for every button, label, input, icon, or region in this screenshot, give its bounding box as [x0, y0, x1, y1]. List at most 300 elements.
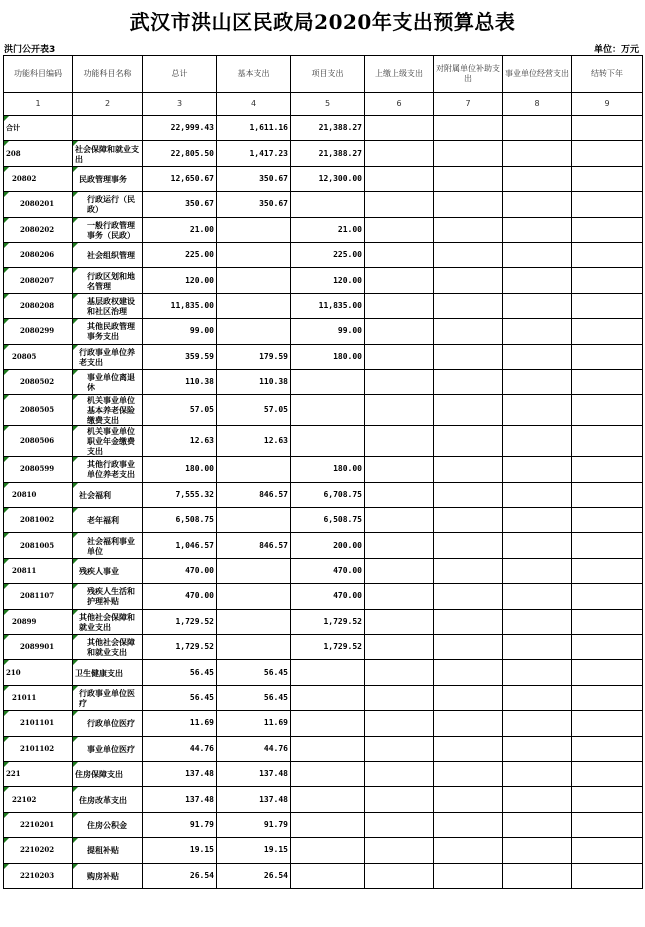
carry-forward-cell — [572, 812, 643, 837]
business-expense-cell — [503, 482, 572, 507]
total-cell: 44.76 — [143, 736, 217, 761]
subsidiary-subsidy-cell — [434, 863, 503, 888]
function-code-cell: 2080505 — [4, 395, 73, 426]
business-expense-cell — [503, 395, 572, 426]
table-row — [4, 558, 643, 583]
carry-forward-cell — [572, 685, 643, 710]
upper-remit-cell — [365, 141, 434, 166]
function-code-cell: 2081107 — [4, 584, 73, 609]
table-row — [4, 319, 643, 344]
business-expense-cell — [503, 319, 572, 344]
basic-expense-cell: 57.05 — [217, 395, 291, 426]
function-name-cell: 机关事业单位职业年金缴费支出 — [73, 426, 143, 457]
index-cell: 1 — [4, 93, 73, 116]
function-code-cell: 合计 — [4, 116, 73, 141]
table-row — [4, 268, 643, 293]
carry-forward-cell — [572, 635, 643, 660]
function-code-cell: 2080207 — [4, 268, 73, 293]
project-expense-cell: 6,508.75 — [291, 508, 365, 533]
upper-remit-cell — [365, 166, 434, 191]
carry-forward-cell — [572, 533, 643, 558]
carry-forward-cell — [572, 660, 643, 685]
subsidiary-subsidy-cell — [434, 508, 503, 533]
header-cell: 功能科目编码 — [4, 56, 73, 93]
business-expense-cell — [503, 685, 572, 710]
subsidiary-subsidy-cell — [434, 395, 503, 426]
basic-expense-cell: 44.76 — [217, 736, 291, 761]
table-row — [4, 192, 643, 217]
function-name-cell: 住房改革支出 — [73, 787, 143, 812]
upper-remit-cell — [365, 609, 434, 634]
upper-remit-cell — [365, 787, 434, 812]
subsidiary-subsidy-cell — [434, 761, 503, 786]
project-expense-cell — [291, 761, 365, 786]
project-expense-cell: 11,835.00 — [291, 293, 365, 318]
table-row — [4, 685, 643, 710]
index-cell: 8 — [503, 93, 572, 116]
function-name-cell: 卫生健康支出 — [73, 660, 143, 685]
subsidiary-subsidy-cell — [434, 217, 503, 242]
basic-expense-cell: 56.45 — [217, 685, 291, 710]
table-row — [4, 584, 643, 609]
function-code-cell: 2080202 — [4, 217, 73, 242]
total-cell: 1,729.52 — [143, 635, 217, 660]
upper-remit-cell — [365, 242, 434, 267]
header-row — [4, 56, 643, 93]
business-expense-cell — [503, 426, 572, 457]
total-cell: 57.05 — [143, 395, 217, 426]
table-row — [4, 166, 643, 191]
function-code-cell: 2210203 — [4, 863, 73, 888]
business-expense-cell — [503, 838, 572, 863]
project-expense-cell: 200.00 — [291, 533, 365, 558]
business-expense-cell — [503, 660, 572, 685]
basic-expense-cell: 1,417.23 — [217, 141, 291, 166]
function-code-cell: 2081005 — [4, 533, 73, 558]
business-expense-cell — [503, 268, 572, 293]
carry-forward-cell — [572, 268, 643, 293]
project-expense-cell — [291, 192, 365, 217]
function-name-cell: 其他社会保障和就业支出 — [73, 635, 143, 660]
budget-table — [3, 55, 643, 889]
function-name-cell: 行政区划和地名管理 — [73, 268, 143, 293]
function-name-cell: 其他民政管理事务支出 — [73, 319, 143, 344]
table-row — [4, 116, 643, 141]
function-code-cell: 21011 — [4, 685, 73, 710]
basic-expense-cell: 11.69 — [217, 711, 291, 736]
total-cell: 19.15 — [143, 838, 217, 863]
project-expense-cell — [291, 711, 365, 736]
basic-expense-cell — [217, 319, 291, 344]
upper-remit-cell — [365, 426, 434, 457]
function-name-cell: 残疾人生活和护理补贴 — [73, 584, 143, 609]
function-name-cell: 民政管理事务 — [73, 166, 143, 191]
project-expense-cell — [291, 685, 365, 710]
carry-forward-cell — [572, 457, 643, 482]
total-cell: 12.63 — [143, 426, 217, 457]
function-code-cell: 2101101 — [4, 711, 73, 736]
function-code-cell: 22102 — [4, 787, 73, 812]
business-expense-cell — [503, 166, 572, 191]
table-row — [4, 141, 643, 166]
total-cell: 110.38 — [143, 369, 217, 394]
subsidiary-subsidy-cell — [434, 838, 503, 863]
header-cell: 功能科目名称 — [73, 56, 143, 93]
header-cell: 项目支出 — [291, 56, 365, 93]
business-expense-cell — [503, 344, 572, 369]
basic-expense-cell: 56.45 — [217, 660, 291, 685]
total-cell: 22,805.50 — [143, 141, 217, 166]
project-expense-cell — [291, 838, 365, 863]
function-code-cell: 2080299 — [4, 319, 73, 344]
table-row — [4, 711, 643, 736]
upper-remit-cell — [365, 736, 434, 761]
upper-remit-cell — [365, 711, 434, 736]
carry-forward-cell — [572, 242, 643, 267]
basic-expense-cell: 846.57 — [217, 533, 291, 558]
table-row — [4, 369, 643, 394]
function-code-cell: 2080208 — [4, 293, 73, 318]
subsidiary-subsidy-cell — [434, 344, 503, 369]
table-row — [4, 761, 643, 786]
upper-remit-cell — [365, 812, 434, 837]
function-name-cell — [73, 116, 143, 141]
total-cell: 7,555.32 — [143, 482, 217, 507]
function-name-cell: 行政单位医疗 — [73, 711, 143, 736]
table-row — [4, 482, 643, 507]
table-row — [4, 660, 643, 685]
table-row — [4, 736, 643, 761]
function-name-cell: 行政事业单位医疗 — [73, 685, 143, 710]
upper-remit-cell — [365, 395, 434, 426]
total-cell: 1,729.52 — [143, 609, 217, 634]
function-code-cell: 221 — [4, 761, 73, 786]
total-cell: 56.45 — [143, 660, 217, 685]
carry-forward-cell — [572, 116, 643, 141]
index-cell: 9 — [572, 93, 643, 116]
subsidiary-subsidy-cell — [434, 609, 503, 634]
function-name-cell: 其他社会保障和就业支出 — [73, 609, 143, 634]
table-row — [4, 812, 643, 837]
total-cell: 99.00 — [143, 319, 217, 344]
function-name-cell: 社会福利事业单位 — [73, 533, 143, 558]
header-cell: 事业单位经营支出 — [503, 56, 572, 93]
carry-forward-cell — [572, 293, 643, 318]
table-row — [4, 344, 643, 369]
business-expense-cell — [503, 584, 572, 609]
table-row — [4, 635, 643, 660]
project-expense-cell: 6,708.75 — [291, 482, 365, 507]
basic-expense-cell — [217, 242, 291, 267]
business-expense-cell — [503, 787, 572, 812]
upper-remit-cell — [365, 584, 434, 609]
basic-expense-cell — [217, 457, 291, 482]
subsidiary-subsidy-cell — [434, 141, 503, 166]
table-row — [4, 293, 643, 318]
function-code-cell: 208 — [4, 141, 73, 166]
index-cell: 2 — [73, 93, 143, 116]
total-cell: 12,650.67 — [143, 166, 217, 191]
upper-remit-cell — [365, 192, 434, 217]
upper-remit-cell — [365, 319, 434, 344]
function-name-cell: 社会组织管理 — [73, 242, 143, 267]
business-expense-cell — [503, 141, 572, 166]
basic-expense-cell: 91.79 — [217, 812, 291, 837]
basic-expense-cell: 26.54 — [217, 863, 291, 888]
project-expense-cell: 1,729.52 — [291, 635, 365, 660]
total-cell: 1,046.57 — [143, 533, 217, 558]
upper-remit-cell — [365, 369, 434, 394]
subsidiary-subsidy-cell — [434, 242, 503, 267]
function-name-cell: 住房保障支出 — [73, 761, 143, 786]
business-expense-cell — [503, 635, 572, 660]
upper-remit-cell — [365, 482, 434, 507]
table-row — [4, 217, 643, 242]
total-cell: 22,999.43 — [143, 116, 217, 141]
index-cell: 4 — [217, 93, 291, 116]
index-cell: 5 — [291, 93, 365, 116]
subsidiary-subsidy-cell — [434, 787, 503, 812]
function-code-cell: 2080502 — [4, 369, 73, 394]
subsidiary-subsidy-cell — [434, 736, 503, 761]
function-name-cell: 事业单位离退休 — [73, 369, 143, 394]
business-expense-cell — [503, 863, 572, 888]
function-name-cell: 行政事业单位养老支出 — [73, 344, 143, 369]
subsidiary-subsidy-cell — [434, 426, 503, 457]
index-cell: 3 — [143, 93, 217, 116]
basic-expense-cell — [217, 635, 291, 660]
project-expense-cell: 120.00 — [291, 268, 365, 293]
carry-forward-cell — [572, 217, 643, 242]
function-code-cell: 20805 — [4, 344, 73, 369]
basic-expense-cell: 350.67 — [217, 166, 291, 191]
function-name-cell: 基层政权建设和社区治理 — [73, 293, 143, 318]
function-name-cell: 社会保障和就业支出 — [73, 141, 143, 166]
table-row — [4, 395, 643, 426]
total-cell: 56.45 — [143, 685, 217, 710]
project-expense-cell — [291, 426, 365, 457]
subsidiary-subsidy-cell — [434, 558, 503, 583]
function-code-cell: 20811 — [4, 558, 73, 583]
function-code-cell: 2210201 — [4, 812, 73, 837]
table-row — [4, 426, 643, 457]
project-expense-cell: 1,729.52 — [291, 609, 365, 634]
carry-forward-cell — [572, 711, 643, 736]
project-expense-cell — [291, 812, 365, 837]
total-cell: 225.00 — [143, 242, 217, 267]
total-cell: 91.79 — [143, 812, 217, 837]
business-expense-cell — [503, 217, 572, 242]
header-cell: 结转下年 — [572, 56, 643, 93]
business-expense-cell — [503, 242, 572, 267]
project-expense-cell — [291, 395, 365, 426]
project-expense-cell: 99.00 — [291, 319, 365, 344]
upper-remit-cell — [365, 558, 434, 583]
carry-forward-cell — [572, 609, 643, 634]
business-expense-cell — [503, 192, 572, 217]
project-expense-cell: 225.00 — [291, 242, 365, 267]
project-expense-cell: 470.00 — [291, 558, 365, 583]
function-code-cell: 2210202 — [4, 838, 73, 863]
carry-forward-cell — [572, 395, 643, 426]
page-title: 武汉市洪山区民政局2020年支出预算总表 — [129, 10, 516, 34]
form-number: 洪门公开表3 — [4, 45, 56, 55]
upper-remit-cell — [365, 533, 434, 558]
total-cell: 180.00 — [143, 457, 217, 482]
project-expense-cell — [291, 736, 365, 761]
function-code-cell: 2080599 — [4, 457, 73, 482]
subsidiary-subsidy-cell — [434, 166, 503, 191]
subsidiary-subsidy-cell — [434, 293, 503, 318]
carry-forward-cell — [572, 838, 643, 863]
total-cell: 11,835.00 — [143, 293, 217, 318]
header-cell: 上缴上级支出 — [365, 56, 434, 93]
total-cell: 11.69 — [143, 711, 217, 736]
upper-remit-cell — [365, 685, 434, 710]
basic-expense-cell — [217, 584, 291, 609]
upper-remit-cell — [365, 293, 434, 318]
business-expense-cell — [503, 711, 572, 736]
business-expense-cell — [503, 812, 572, 837]
project-expense-cell: 21,388.27 — [291, 116, 365, 141]
carry-forward-cell — [572, 166, 643, 191]
function-name-cell: 社会福利 — [73, 482, 143, 507]
business-expense-cell — [503, 369, 572, 394]
upper-remit-cell — [365, 838, 434, 863]
total-cell: 350.67 — [143, 192, 217, 217]
carry-forward-cell — [572, 426, 643, 457]
carry-forward-cell — [572, 508, 643, 533]
function-code-cell: 20899 — [4, 609, 73, 634]
basic-expense-cell: 846.57 — [217, 482, 291, 507]
function-code-cell: 210 — [4, 660, 73, 685]
carry-forward-cell — [572, 584, 643, 609]
project-expense-cell: 180.00 — [291, 457, 365, 482]
table-row — [4, 242, 643, 267]
subsidiary-subsidy-cell — [434, 635, 503, 660]
column-index-row — [4, 93, 643, 116]
basic-expense-cell: 12.63 — [217, 426, 291, 457]
carry-forward-cell — [572, 141, 643, 166]
total-cell: 120.00 — [143, 268, 217, 293]
subsidiary-subsidy-cell — [434, 482, 503, 507]
function-name-cell: 事业单位医疗 — [73, 736, 143, 761]
table-row — [4, 609, 643, 634]
total-cell: 26.54 — [143, 863, 217, 888]
index-cell: 6 — [365, 93, 434, 116]
function-name-cell: 一般行政管理事务（民政） — [73, 217, 143, 242]
basic-expense-cell — [217, 609, 291, 634]
upper-remit-cell — [365, 863, 434, 888]
function-name-cell: 行政运行（民政） — [73, 192, 143, 217]
function-name-cell: 住房公积金 — [73, 812, 143, 837]
upper-remit-cell — [365, 761, 434, 786]
function-code-cell: 2101102 — [4, 736, 73, 761]
carry-forward-cell — [572, 192, 643, 217]
table-row — [4, 838, 643, 863]
table-row — [4, 533, 643, 558]
table-row — [4, 787, 643, 812]
carry-forward-cell — [572, 787, 643, 812]
total-cell: 137.48 — [143, 787, 217, 812]
basic-expense-cell: 179.59 — [217, 344, 291, 369]
subsidiary-subsidy-cell — [434, 369, 503, 394]
subsidiary-subsidy-cell — [434, 812, 503, 837]
business-expense-cell — [503, 761, 572, 786]
carry-forward-cell — [572, 369, 643, 394]
carry-forward-cell — [572, 736, 643, 761]
subsidiary-subsidy-cell — [434, 660, 503, 685]
project-expense-cell: 180.00 — [291, 344, 365, 369]
basic-expense-cell: 137.48 — [217, 787, 291, 812]
total-cell: 359.59 — [143, 344, 217, 369]
basic-expense-cell — [217, 217, 291, 242]
upper-remit-cell — [365, 217, 434, 242]
function-name-cell: 老年福利 — [73, 508, 143, 533]
carry-forward-cell — [572, 761, 643, 786]
header-cell: 对附属单位补助支出 — [434, 56, 503, 93]
project-expense-cell: 12,300.00 — [291, 166, 365, 191]
function-name-cell: 其他行政事业单位养老支出 — [73, 457, 143, 482]
total-cell: 470.00 — [143, 584, 217, 609]
basic-expense-cell — [217, 508, 291, 533]
upper-remit-cell — [365, 660, 434, 685]
total-cell: 470.00 — [143, 558, 217, 583]
upper-remit-cell — [365, 635, 434, 660]
business-expense-cell — [503, 116, 572, 141]
subsidiary-subsidy-cell — [434, 192, 503, 217]
business-expense-cell — [503, 558, 572, 583]
function-name-cell: 残疾人事业 — [73, 558, 143, 583]
unit-label: 单位：万元 — [593, 45, 639, 55]
basic-expense-cell — [217, 268, 291, 293]
header-cell: 基本支出 — [217, 56, 291, 93]
basic-expense-cell: 350.67 — [217, 192, 291, 217]
subsidiary-subsidy-cell — [434, 584, 503, 609]
upper-remit-cell — [365, 116, 434, 141]
subsidiary-subsidy-cell — [434, 116, 503, 141]
table-row — [4, 457, 643, 482]
upper-remit-cell — [365, 268, 434, 293]
project-expense-cell: 21.00 — [291, 217, 365, 242]
business-expense-cell — [503, 293, 572, 318]
function-code-cell: 2080206 — [4, 242, 73, 267]
table-row — [4, 508, 643, 533]
carry-forward-cell — [572, 863, 643, 888]
function-code-cell: 2080506 — [4, 426, 73, 457]
project-expense-cell — [291, 660, 365, 685]
index-cell: 7 — [434, 93, 503, 116]
function-code-cell: 20810 — [4, 482, 73, 507]
total-cell: 137.48 — [143, 761, 217, 786]
basic-expense-cell — [217, 558, 291, 583]
project-expense-cell — [291, 787, 365, 812]
function-code-cell: 2081002 — [4, 508, 73, 533]
function-name-cell: 机关事业单位基本养老保险缴费支出 — [73, 395, 143, 426]
upper-remit-cell — [365, 457, 434, 482]
basic-expense-cell: 110.38 — [217, 369, 291, 394]
carry-forward-cell — [572, 344, 643, 369]
carry-forward-cell — [572, 558, 643, 583]
subsidiary-subsidy-cell — [434, 319, 503, 344]
basic-expense-cell: 19.15 — [217, 838, 291, 863]
subsidiary-subsidy-cell — [434, 711, 503, 736]
carry-forward-cell — [572, 482, 643, 507]
subsidiary-subsidy-cell — [434, 533, 503, 558]
upper-remit-cell — [365, 344, 434, 369]
business-expense-cell — [503, 736, 572, 761]
header-cell: 总计 — [143, 56, 217, 93]
